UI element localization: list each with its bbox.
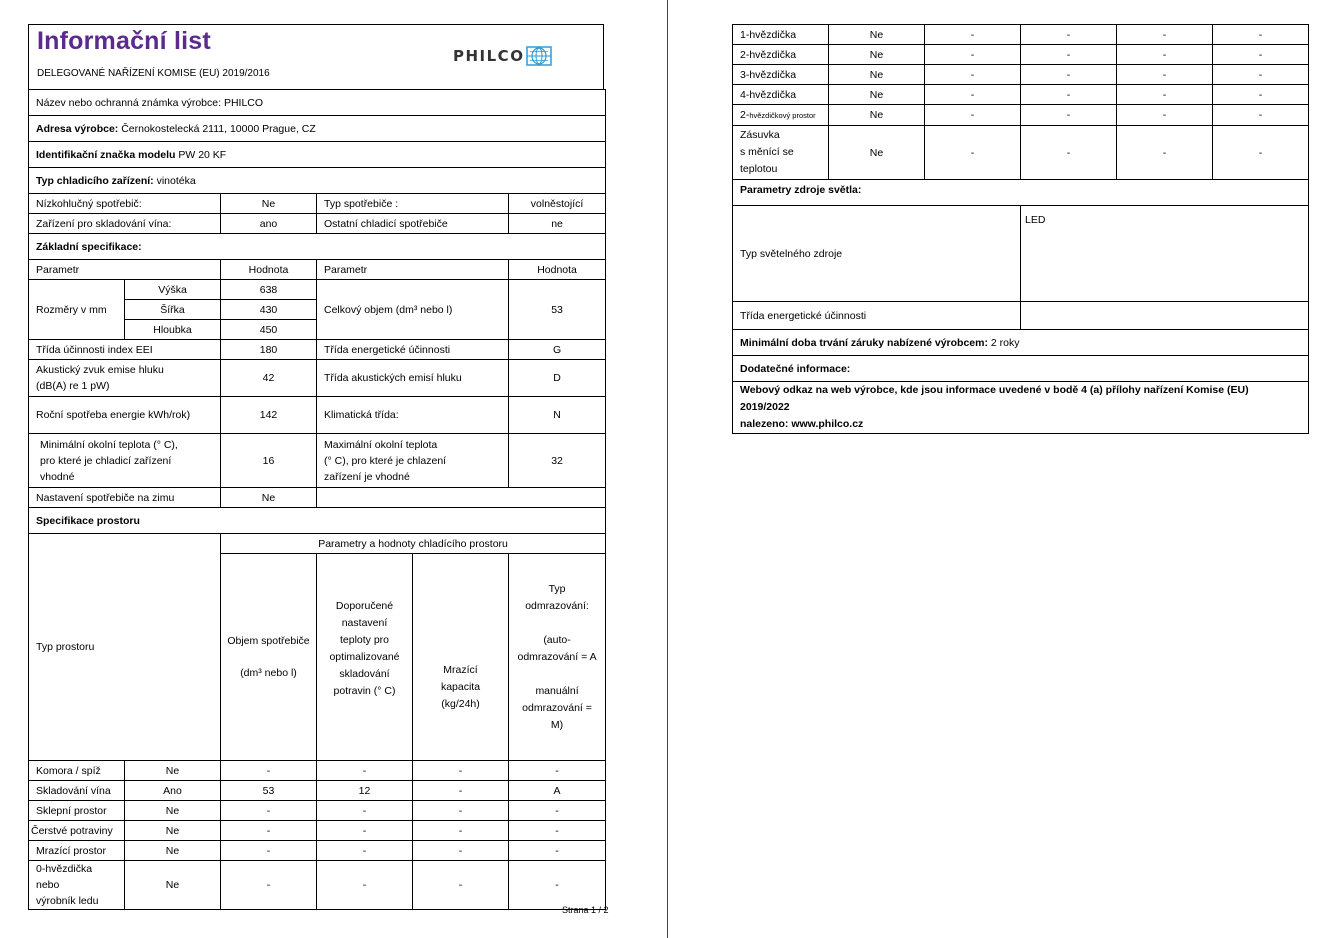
space-type-header: Typ prostoru — [29, 534, 221, 761]
socket-line2: s měnící se — [740, 146, 794, 158]
address-value: Černokostelecká 2111, 10000 Prague, CZ — [118, 122, 316, 135]
space-name: Komora / spíž — [29, 761, 125, 781]
table-row — [29, 781, 606, 801]
manufacturer-row: Název nebo ochranná známka výrobce: PHILCO — [29, 90, 606, 116]
table-row — [29, 841, 606, 861]
temp-header-line: nastavení — [341, 616, 388, 629]
space-temp: 12 — [317, 781, 413, 801]
philco-logo — [453, 46, 552, 66]
star-volume: - — [925, 85, 1021, 105]
space-freeze: - — [413, 861, 509, 910]
table-row — [733, 25, 1309, 45]
light-source-heading: Parametry zdroje světla: — [733, 180, 1309, 206]
total-volume-value: 53 — [509, 280, 606, 340]
space-name: Čerstvé potraviny — [29, 821, 125, 841]
defrost-header-line: manuální — [535, 684, 579, 697]
light-type-value: LED — [1021, 206, 1309, 302]
star-freeze: - — [1117, 45, 1213, 65]
low-noise-value: Ne — [221, 194, 317, 214]
appliance-type-row — [29, 168, 606, 194]
socket-line3: teplotou — [740, 163, 778, 175]
star-volume: - — [925, 126, 1021, 180]
table-row — [733, 65, 1309, 85]
space-name: Mrazící prostor — [29, 841, 125, 861]
star-space-name: 2-hvězdička — [733, 45, 829, 65]
value-header: Hodnota — [221, 260, 317, 280]
globe-icon — [526, 46, 552, 66]
two-star-suffix: hvězdičkový prostor — [749, 110, 816, 120]
defrost-type-header — [509, 554, 606, 761]
star-freeze: - — [1117, 65, 1213, 85]
freeze-capacity-header — [413, 554, 509, 761]
space-volume: 53 — [221, 781, 317, 801]
space-present: Ne — [125, 841, 221, 861]
total-volume-label: Celkový objem (dm³ nebo l) — [317, 280, 509, 340]
annual-energy-value: 142 — [221, 397, 317, 434]
space-name-line1: 0-hvězdička nebo — [36, 863, 93, 891]
star-freeze: - — [1117, 105, 1213, 126]
max-temp-value: 32 — [509, 434, 606, 488]
climate-class-label: Klimatická třída: — [317, 397, 509, 434]
appliance-type-label: Typ chladicího zařízení: — [36, 174, 154, 187]
star-defrost: - — [1213, 25, 1309, 45]
space-name — [29, 861, 125, 910]
value-header-2: Hodnota — [509, 260, 606, 280]
energy-class-value: G — [509, 340, 606, 360]
height-label: Výška — [125, 280, 221, 300]
volume-header-line1: Objem spotřebiče — [227, 635, 310, 647]
volume-header — [221, 554, 317, 761]
min-temp-value: 16 — [221, 434, 317, 488]
space-present: Ano — [125, 781, 221, 801]
table-row — [29, 861, 606, 910]
table-row — [29, 761, 606, 781]
space-defrost: A — [509, 781, 606, 801]
defrost-header-line: (auto- — [543, 633, 571, 646]
info-table-left — [28, 89, 606, 910]
space-volume: - — [221, 801, 317, 821]
star-present: Ne — [829, 105, 925, 126]
space-present: Ne — [125, 861, 221, 910]
star-defrost: - — [1213, 126, 1309, 180]
param-header: Parametr — [29, 260, 221, 280]
space-freeze: - — [413, 841, 509, 861]
table-row — [733, 85, 1309, 105]
appliance-kind-label: Typ spotřebiče : — [317, 194, 509, 214]
space-temp: - — [317, 861, 413, 910]
appliance-kind-value: volněstojící — [509, 194, 606, 214]
star-defrost: - — [1213, 85, 1309, 105]
space-present: Ne — [125, 821, 221, 841]
temp-header-line: teploty pro — [339, 633, 390, 646]
star-freeze: - — [1117, 25, 1213, 45]
width-value: 430 — [221, 300, 317, 320]
star-present: Ne — [829, 85, 925, 105]
space-name-line2: výrobník ledu — [36, 895, 99, 907]
space-temp: - — [317, 761, 413, 781]
two-star-prefix: 2- — [740, 108, 750, 121]
model-label: Identifikační značka modelu — [36, 148, 176, 161]
other-appliance-value: ne — [509, 214, 606, 234]
table-row — [29, 801, 606, 821]
space-present: Ne — [125, 801, 221, 821]
star-temp: - — [1021, 85, 1117, 105]
star-defrost: - — [1213, 45, 1309, 65]
star-temp: - — [1021, 25, 1117, 45]
space-freeze: - — [413, 821, 509, 841]
defrost-header-line: M) — [550, 718, 564, 731]
climate-class-value: N — [509, 397, 606, 434]
temp-header-line: Doporučené — [335, 599, 394, 612]
noise-class-label: Třída akustických emisí hluku — [317, 360, 509, 397]
star-volume: - — [925, 45, 1021, 65]
variable-temp-socket — [733, 126, 829, 180]
max-temp-line2: (° C), pro které je chlazení — [324, 454, 447, 467]
logo-text: PHILCO — [453, 47, 525, 65]
temp-header-line: potravin (° C) — [333, 684, 396, 697]
table-row — [29, 821, 606, 841]
star-present: Ne — [829, 65, 925, 85]
space-defrost: - — [509, 821, 606, 841]
noise-value: 42 — [221, 360, 317, 397]
width-label: Šířka — [125, 300, 221, 320]
star-present: Ne — [829, 45, 925, 65]
height-value: 638 — [221, 280, 317, 300]
min-temp-line1: Minimální okolní teplota (° C), — [40, 438, 178, 451]
max-temp-line3: zařízení je vhodné — [324, 470, 410, 483]
appliance-type-value: vinotéka — [153, 174, 196, 187]
space-name: Sklepní prostor — [29, 801, 125, 821]
warranty-label: Minimální doba trvání záruky nabízené výrobcem: — [740, 336, 988, 349]
space-temp: - — [317, 821, 413, 841]
table-row — [733, 45, 1309, 65]
volume-header-line2: (dm³ nebo l) — [240, 667, 297, 679]
space-defrost: - — [509, 841, 606, 861]
star-temp: - — [1021, 65, 1117, 85]
warranty-row — [733, 330, 1309, 356]
defrost-header-line: odmrazování: — [525, 599, 589, 612]
model-row — [29, 142, 606, 168]
address-row — [29, 116, 606, 142]
low-noise-label: Nízkohlučný spotřebič: — [29, 194, 221, 214]
temp-setting-header — [317, 554, 413, 761]
socket-line1: Zásuvka — [740, 129, 780, 141]
info-table-right — [732, 24, 1309, 434]
winter-setting-label: Nastavení spotřebiče na zimu — [29, 488, 221, 508]
depth-value: 450 — [221, 320, 317, 340]
light-energy-class-label: Třída energetické účinnosti — [733, 302, 1021, 330]
page-divider — [667, 0, 668, 938]
max-temp-line1: Maximální okolní teplota — [324, 438, 438, 451]
eei-label: Třída účinnosti index EEI — [29, 340, 221, 360]
star-freeze: - — [1117, 85, 1213, 105]
table-row — [733, 105, 1309, 126]
space-volume: - — [221, 821, 317, 841]
other-appliance-label: Ostatní chladicí spotřebiče — [317, 214, 509, 234]
light-type-label: Typ světelného zdroje — [733, 206, 1021, 302]
empty-cell — [317, 488, 606, 508]
min-temp-label — [29, 434, 221, 488]
defrost-header-line: Typ — [548, 582, 566, 595]
page-number: Strana 1 / 2 — [562, 905, 609, 915]
defrost-header-line: odmrazování = — [522, 701, 592, 714]
space-defrost: - — [509, 861, 606, 910]
wine-storage-value: ano — [221, 214, 317, 234]
space-volume: - — [221, 761, 317, 781]
noise-label — [29, 360, 221, 397]
dimensions-label: Rozměry v mm — [29, 280, 125, 340]
two-star-space-name — [733, 105, 829, 126]
eei-value: 180 — [221, 340, 317, 360]
space-defrost: - — [509, 761, 606, 781]
star-space-name: 4-hvězdička — [733, 85, 829, 105]
noise-class-value: D — [509, 360, 606, 397]
max-temp-label — [317, 434, 509, 488]
star-space-name: 3-hvězdička — [733, 65, 829, 85]
temp-header-line: skladování — [339, 667, 390, 680]
wine-storage-label: Zařízení pro skladování vína: — [29, 214, 221, 234]
energy-class-label: Třída energetické účinnosti — [317, 340, 509, 360]
regulation-subtitle: DELEGOVANÉ NAŘÍZENÍ KOMISE (EU) 2019/2016 — [37, 68, 270, 79]
document-header — [28, 24, 604, 89]
annual-energy-label: Roční spotřeba energie kWh/rok) — [29, 397, 221, 434]
space-volume: - — [221, 861, 317, 910]
star-volume: - — [925, 105, 1021, 126]
star-defrost: - — [1213, 105, 1309, 126]
star-temp: - — [1021, 45, 1117, 65]
star-space-name: 1-hvězdička — [733, 25, 829, 45]
freeze-header-line: kapacita — [440, 680, 481, 693]
warranty-value: 2 roky — [987, 336, 1020, 349]
space-name: Skladování vína — [29, 781, 125, 801]
model-value: PW 20 KF — [175, 148, 227, 161]
defrost-header-line: odmrazování = A — [517, 650, 597, 663]
space-temp: - — [317, 801, 413, 821]
min-temp-line3: vhodné — [40, 470, 75, 483]
winter-setting-value: Ne — [221, 488, 317, 508]
temp-header-line: optimalizované — [329, 650, 400, 663]
star-defrost: - — [1213, 65, 1309, 85]
noise-label-line2: (dB(A) re 1 pW) — [36, 380, 110, 392]
table-row — [733, 126, 1309, 180]
freeze-header-line: (kg/24h) — [441, 697, 480, 710]
depth-label: Hloubka — [125, 320, 221, 340]
web-link-line2: nalezeno: www.philco.cz — [740, 418, 864, 430]
star-freeze: - — [1117, 126, 1213, 180]
noise-label-line1: Akustický zvuk emise hluku — [36, 364, 164, 376]
star-present: Ne — [829, 126, 925, 180]
basic-spec-heading: Základní specifikace: — [29, 234, 606, 260]
document-title: Informační list — [37, 27, 211, 55]
additional-info-heading: Dodatečné informace: — [733, 356, 1309, 382]
star-temp: - — [1021, 105, 1117, 126]
star-present: Ne — [829, 25, 925, 45]
space-spec-heading: Specifikace prostoru — [29, 508, 606, 534]
param-header-2: Parametr — [317, 260, 509, 280]
space-freeze: - — [413, 781, 509, 801]
space-present: Ne — [125, 761, 221, 781]
star-temp: - — [1021, 126, 1117, 180]
space-volume: - — [221, 841, 317, 861]
space-params-header: Parametry a hodnoty chladícího prostoru — [221, 534, 606, 554]
star-volume: - — [925, 25, 1021, 45]
light-energy-class-value — [1021, 302, 1309, 330]
web-link-line1: Webový odkaz na web výrobce, kde jsou informace uvedené v bodě 4 (a) přílohy nařízení Komise (EU) 2019/2022 — [740, 384, 1249, 413]
address-label: Adresa výrobce: — [36, 122, 119, 135]
space-temp: - — [317, 841, 413, 861]
space-freeze: - — [413, 761, 509, 781]
star-volume: - — [925, 65, 1021, 85]
space-freeze: - — [413, 801, 509, 821]
min-temp-line2: pro které je chladicí zařízení — [40, 454, 172, 467]
web-link-info — [733, 382, 1309, 434]
freeze-header-line: Mrazící — [443, 663, 478, 676]
space-defrost: - — [509, 801, 606, 821]
